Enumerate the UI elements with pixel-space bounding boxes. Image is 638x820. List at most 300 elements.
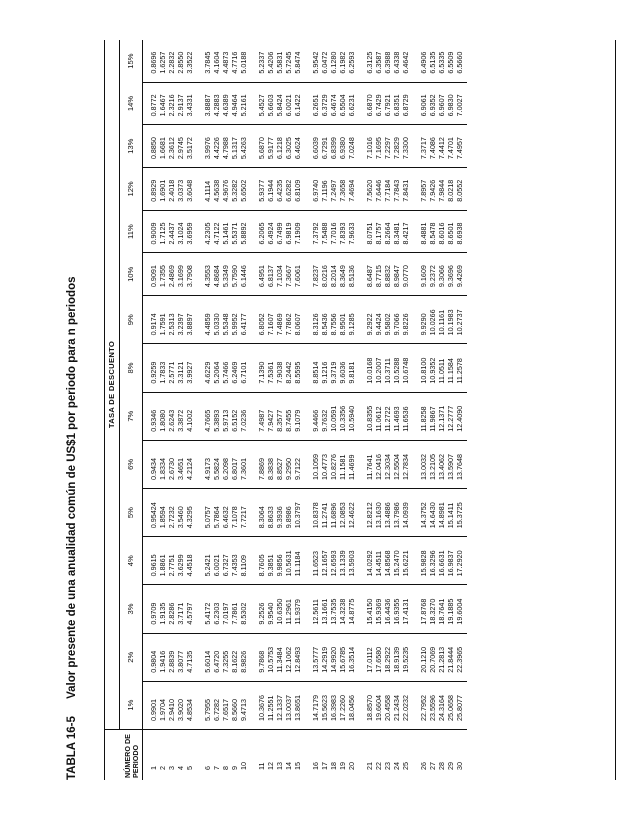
annuity-value: 7.9844 [437,179,446,202]
annuity-value: 11.0612 [374,406,383,432]
annuity-value: 9.2372 [428,265,437,288]
annuity-value: 2.8550 [176,51,185,74]
value-cell [251,681,305,729]
annuity-value: 13.1661 [320,598,329,625]
annuity-value: 14.0292 [365,550,374,577]
value-cell [359,392,413,440]
annuity-value: 13.7648 [455,454,464,480]
annuity-value: 10.3711 [383,358,392,384]
period-cell [197,730,251,781]
period-number: 12 [266,762,275,770]
annuity-value: 17.2260 [338,695,347,721]
annuity-value: 21.8444 [446,646,455,673]
annuity-value: 5.8892 [239,222,248,245]
annuity-value: 0.9901 [149,699,158,721]
annuity-value: 7.3658 [338,179,347,202]
value-cell [251,168,305,211]
annuity-value: 11.2578 [455,358,464,384]
annuity-value: 8.4881 [419,222,428,245]
rotated-table-page [60,20,620,800]
annuity-value: 6.5152 [230,409,239,432]
annuity-value: 7.8237 [311,265,320,288]
value-cell [251,488,305,536]
annuity-value: 9.3066 [437,265,446,288]
annuity-value: 11.1584 [446,358,455,384]
annuity-value: 5.9952 [230,313,239,336]
annuity-value: 6.1280 [329,51,338,74]
value-cell [251,392,305,440]
annuity-value: 12.5611 [311,599,320,625]
annuity-value: 7.7843 [392,179,401,202]
annuity-value: 6.8399 [329,137,338,160]
annuity-value: 6.4177 [239,313,248,336]
annuity-value: 20.7069 [428,646,437,673]
value-cell [359,344,413,392]
period-number: 16 [311,762,320,770]
annuity-value: 3.9976 [203,137,212,160]
value-cell [251,253,305,296]
annuity-value: 7.9427 [266,409,275,432]
rate-header: 3% [120,585,143,633]
annuity-value: 1.6257 [158,51,167,74]
rate-header: 12% [120,168,143,211]
annuity-value: 8.9501 [338,313,347,336]
annuity-value: 6.7291 [320,137,329,160]
annuity-value: 8.2014 [329,265,338,288]
annuity-value: 10.1983 [446,309,455,336]
annuity-value: 3.3522 [185,51,194,74]
annuity-value: 6.2098 [221,458,230,480]
rate-header-row [120,40,143,780]
value-cell [251,125,305,168]
annuity-value: 7.5488 [320,222,329,245]
annuity-value: 13.0032 [419,454,428,480]
annuity-value: 10.6748 [401,357,410,384]
annuity-value: 9.0770 [401,265,410,288]
annuity-value: 10.4773 [320,454,329,480]
annuity-value: 12.1657 [320,550,329,577]
annuity-value: 5.3349 [221,265,230,288]
annuity-value: 9.3696 [446,265,455,288]
annuity-value: 1.7591 [158,313,167,336]
annuity-value: 2.9137 [176,94,185,117]
annuity-value: 10.5940 [347,405,356,432]
period-number: 9 [230,766,239,770]
annuity-value: 8.3649 [338,265,347,288]
annuity-value: 6.9061 [419,94,428,117]
annuity-value: 10.5631 [284,550,293,577]
annuity-value: 4.5638 [212,179,221,202]
annuity-value: 0.9346 [149,409,158,432]
annuity-value: 0.9174 [149,313,158,336]
annuity-value: 9.8986 [284,506,293,529]
annuity-value: 14.2919 [320,646,329,673]
period-number: 23 [383,762,392,770]
value-cell [359,488,413,536]
annuity-value: 10.8276 [329,454,338,480]
annuity-value: 6.9830 [446,94,455,117]
annuity-value: 14.3238 [338,598,347,625]
annuity-value: 10.3676 [257,695,266,721]
annuity-value: 3.8887 [203,94,212,117]
table-row-group [413,40,467,780]
annuity-value: 13.4886 [383,502,392,529]
annuity-value: 11.1184 [293,551,302,577]
annuity-value: 9.7066 [392,313,401,336]
annuity-value: 10.9352 [428,357,437,384]
annuity-value: 11.6523 [311,550,320,577]
annuity-value: 5.2421 [203,554,212,577]
annuity-value: 7.4353 [230,554,239,577]
period-number: 5 [185,766,194,770]
rate-header: 1% [120,681,143,729]
annuity-value: 9.1609 [419,265,428,288]
annuity-value: 11.0511 [437,358,446,384]
annuity-value: 0.95424 [149,502,158,529]
period-number: 13 [275,762,284,770]
value-cell [197,633,251,681]
annuity-value: 8.4217 [401,222,410,245]
rate-header: 14% [120,82,143,125]
annuity-value: 12.4090 [455,405,464,432]
annuity-value: 7.7862 [284,313,293,336]
annuity-value: 8.3481 [392,222,401,245]
annuity-value: 13.1630 [374,502,383,529]
annuity-value: 9.9540 [266,602,275,625]
annuity-value: 7.4701 [446,137,455,160]
annuity-value: 4.9464 [230,94,239,117]
value-cell [197,344,251,392]
value-cell [413,681,467,729]
annuity-value: 2.7751 [167,554,176,577]
value-cell [413,585,467,633]
annuity-value: 2.8286 [167,602,176,625]
annuity-value: 6.7101 [239,361,248,384]
annuity-value: 21.2813 [437,646,446,673]
annuity-value: 20.1210 [419,646,428,673]
annuity-value: 7.6061 [293,265,302,288]
annuity-value: 9.2922 [365,313,374,336]
annuity-value: 6.1446 [239,265,248,288]
annuity-value: 6.9352 [428,94,437,117]
period-number: 29 [446,762,455,770]
value-cell [305,488,359,536]
period-number: 8 [221,766,230,770]
value-cell [143,488,198,536]
annuity-value: 0.9709 [149,602,158,625]
tasa-header: TASA DE DESCUENTO [105,40,120,730]
annuity-value: 6.5335 [437,51,446,74]
annuity-value: 7.9633 [347,222,356,245]
annuity-value: 5.6870 [257,137,266,160]
annuity-value: 3.2397 [176,313,185,336]
table-row-group [359,40,413,780]
value-cell [143,40,198,82]
annuity-table [105,40,467,780]
value-cell [359,585,413,633]
annuity-value: 10.0168 [365,357,374,384]
value-cell [305,210,359,253]
value-cell [359,168,413,211]
value-cell [359,633,413,681]
annuity-value: 2.4018 [167,179,176,202]
value-cell [305,344,359,392]
value-cell [143,440,198,488]
annuity-value: 25.0658 [446,695,455,721]
annuity-value: 8.1622 [230,650,239,673]
annuity-value: 5.7466 [221,361,230,384]
annuity-value: 6.9740 [311,179,320,202]
annuity-value: 8.6016 [437,222,446,245]
period-cell [359,730,413,781]
annuity-value: 5.3282 [230,179,239,202]
value-cell [143,82,198,125]
annuity-value: 4.2305 [203,222,212,245]
annuity-value: 8.8527 [275,458,284,480]
annuity-value: 12.0416 [374,454,383,480]
annuity-value: 6.5135 [428,51,437,74]
annuity-value: 13.5907 [446,454,455,480]
annuity-value: 11.3484 [275,647,284,673]
annuity-value: 5.0330 [212,313,221,336]
annuity-value: 10.1161 [437,309,446,336]
annuity-value: 7.1390 [257,361,266,384]
annuity-value: 7.1607 [266,313,275,336]
value-cell [413,210,467,253]
annuity-value: 5.0757 [203,506,212,529]
annuity-value: 4.4226 [212,137,221,160]
period-number: 2 [158,766,167,770]
period-number: 1 [149,766,158,770]
annuity-value: 4.7988 [221,137,230,160]
period-number: 18 [329,762,338,770]
value-cell [359,296,413,344]
annuity-value: 14.0939 [401,502,410,529]
annuity-value: 4.1114 [203,180,212,202]
annuity-value: 15.6221 [401,550,410,577]
value-cell [251,210,305,253]
annuity-value: 5.1461 [221,222,230,245]
annuity-value: 15.3725 [455,502,464,529]
annuity-value: 8.7715 [374,265,383,288]
annuity-value: 7.7861 [230,602,239,625]
annuity-value: 6.0472 [320,51,329,74]
annuity-value: 7.9038 [275,361,284,384]
annuity-value: 6.1218 [275,137,284,160]
annuity-value: 5.7590 [230,265,239,288]
annuity-value: 6.1982 [338,51,347,74]
value-cell [305,296,359,344]
annuity-value: 18.2922 [383,646,392,673]
annuity-value: 4.4873 [221,51,230,74]
annuity-value: 10.8355 [365,405,374,432]
annuity-value: 6.6870 [365,94,374,117]
value-cell [143,537,198,585]
annuity-value: 17.4131 [401,598,410,625]
annuity-value: 9.8181 [347,361,356,384]
annuity-value: 4.4859 [203,313,212,336]
value-cell [305,253,359,296]
annuity-value: 25.8077 [455,695,464,721]
annuity-value: 8.5660 [230,699,239,721]
annuity-value: 3.3121 [176,361,185,384]
value-cell [197,296,251,344]
annuity-value: 0.8696 [149,51,158,74]
period-number: 22 [374,762,383,770]
annuity-value: 8.0218 [446,179,455,202]
annuity-value: 8.7605 [257,554,266,577]
annuity-value: 8.0607 [293,313,302,336]
annuity-value: 15.4150 [365,598,374,625]
value-cell [413,344,467,392]
annuity-value: 6.2065 [257,222,266,245]
value-cell [251,82,305,125]
annuity-value: 8.6487 [365,265,374,288]
annuity-value: 4.7122 [212,222,221,245]
annuity-value: 9.5802 [383,313,392,336]
annuity-value: 0.9091 [149,265,158,288]
period-number: 24 [392,762,401,770]
annuity-value: 7.0027 [455,94,464,117]
annuity-value: 15.1411 [446,502,455,529]
annuity-value: 3.7845 [203,51,212,74]
annuity-value: 9.4424 [374,313,383,336]
annuity-value: 7.5361 [266,361,275,384]
annuity-value: 9.3851 [266,554,275,577]
value-cell [197,253,251,296]
annuity-value: 3.1699 [176,265,185,288]
annuity-value: 3.0373 [176,179,185,202]
annuity-value: 7.4412 [437,137,446,160]
annuity-value: 8.2442 [284,361,293,384]
annuity-value: 9.4466 [311,409,320,432]
annuity-value: 6.3587 [374,51,383,74]
period-number: 28 [437,762,446,770]
annuity-value: 6.4642 [401,51,410,74]
annuity-value: 6.2303 [212,602,221,625]
annuity-value: 4.2124 [185,458,194,480]
annuity-value: 7.6446 [374,179,383,202]
annuity-value: 8.1757 [374,222,383,245]
value-cell [251,344,305,392]
period-number: 10 [239,762,248,770]
annuity-value: 14.4511 [374,550,383,577]
value-cell [359,82,413,125]
value-cell [413,296,467,344]
annuity-value: 2.7232 [167,506,176,529]
annuity-value: 3.6959 [185,222,194,245]
annuity-value: 6.7429 [374,94,383,117]
annuity-value: 17.2920 [455,550,464,577]
rate-header: 15% [120,40,143,82]
annuity-value: 9.9856 [275,554,284,577]
annuity-value: 10.3797 [293,502,302,529]
annuity-value: 5.3893 [212,409,221,432]
annuity-value: 7.3601 [239,458,248,480]
annuity-value: 6.0021 [212,554,221,577]
annuity-value: 6.4906 [419,51,428,74]
annuity-value: 9.8226 [401,313,410,336]
annuity-value: 10.2007 [374,357,383,384]
annuity-value: 5.8474 [293,51,302,74]
value-cell [305,585,359,633]
value-cell [359,440,413,488]
annuity-value: 4.7135 [185,650,194,673]
annuity-value: 2.6730 [167,458,176,480]
annuity-value: 8.5436 [320,313,329,336]
annuity-value: 12.6593 [329,550,338,577]
annuity-value: 3.8897 [185,313,194,336]
annuity-value: 6.8017 [230,458,239,480]
value-cell [305,168,359,211]
annuity-value: 17.8768 [419,598,428,625]
value-cell [197,40,251,82]
annuity-value: 5.5371 [230,222,239,245]
annuity-value: 5.6502 [239,179,248,202]
annuity-value: 9.1285 [347,313,356,336]
annuity-value: 15.9369 [374,598,383,625]
annuity-value: 9.2950 [284,458,293,480]
annuity-value: 6.7327 [221,554,230,577]
value-cell [305,82,359,125]
annuity-value: 17.6580 [374,646,383,673]
annuity-value: 7.4957 [455,137,464,160]
annuity-value: 7.2297 [383,137,392,160]
rate-header: 6% [120,440,143,488]
annuity-value: 7.0197 [221,602,230,625]
annuity-value: 10.2737 [455,309,464,336]
annuity-value: 14.6430 [428,502,437,529]
annuity-value: 11.4693 [392,406,401,432]
annuity-value: 1.8080 [158,409,167,432]
value-cell [359,537,413,585]
annuity-value: 13.1339 [338,550,347,577]
value-cell [251,585,305,633]
annuity-value: 1.9135 [158,602,167,625]
annuity-value: 4.1002 [185,409,194,432]
value-cell [197,488,251,536]
annuity-value: 2.8839 [167,650,176,673]
value-cell [197,125,251,168]
annuity-value: 3.5172 [185,137,194,160]
annuity-value: 5.7864 [212,506,221,529]
annuity-value: 1.8861 [158,554,167,577]
annuity-value: 0.9615 [149,554,158,577]
annuity-value: 5.9542 [311,51,320,74]
annuity-value: 18.8570 [365,695,374,721]
annuity-value: 4.7716 [230,51,239,74]
annuity-value: 7.3667 [284,265,293,288]
annuity-table-frame [104,40,616,780]
annuity-value: 5.5831 [275,51,284,74]
annuity-value: 5.9377 [257,179,266,202]
period-cell [143,730,198,781]
annuity-value: 9.2526 [257,602,266,625]
annuity-value: 7.2497 [329,179,338,202]
annuity-value: 0.8772 [149,94,158,117]
annuity-value: 4.4518 [185,554,194,577]
value-cell [413,40,467,82]
annuity-value: 16.9355 [392,598,401,625]
annuity-value: 6.2469 [230,361,239,384]
annuity-value: 14.8981 [437,502,446,529]
annuity-value: 6.4624 [293,137,302,160]
annuity-value: 2.4869 [167,265,176,288]
period-number: 15 [293,762,302,770]
annuity-value: 8.9847 [392,265,401,288]
annuity-value: 7.6517 [221,699,230,721]
annuity-value: 11.1581 [338,454,347,480]
